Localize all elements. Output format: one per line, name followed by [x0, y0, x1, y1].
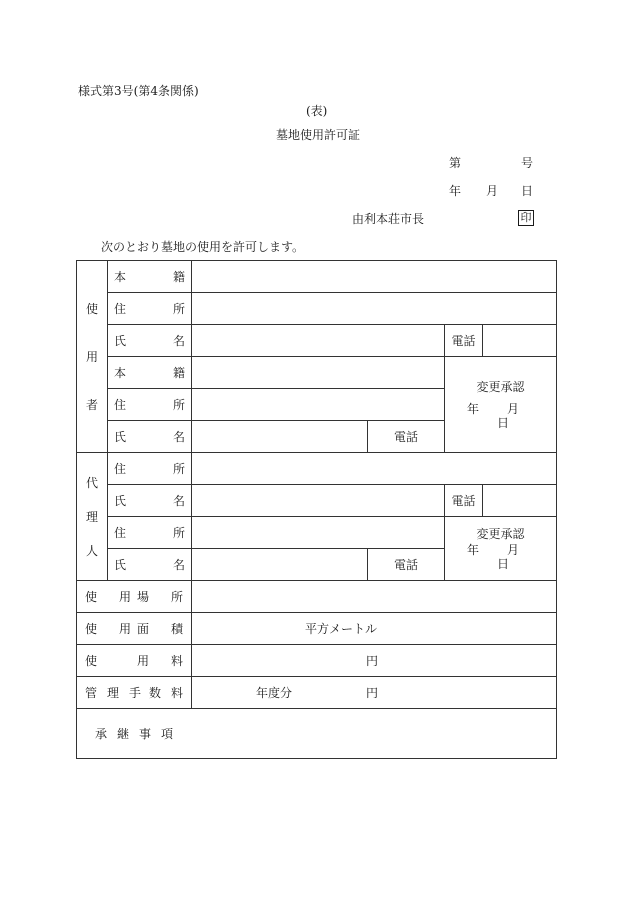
user-domicile-field[interactable]: [192, 261, 557, 293]
agent-address-field[interactable]: [192, 453, 557, 485]
agent-change-approval: 変更承認 年 月日: [445, 517, 557, 581]
number-suffix: 号: [521, 156, 534, 170]
number-prefix: 第: [449, 156, 462, 170]
user-section-label: 使 用 者: [77, 261, 108, 453]
intro-text: 次のとおり墓地の使用を許可します。: [101, 240, 305, 254]
user-phone-field[interactable]: [483, 325, 557, 357]
user-name-field[interactable]: [192, 325, 445, 357]
seal-mark: 印: [518, 210, 534, 226]
document-title: 墓地使用許可証: [276, 128, 361, 142]
user-new-address-field[interactable]: [192, 389, 445, 421]
side-indicator: (表): [306, 104, 328, 118]
agent-name-label: 氏 名: [108, 485, 192, 517]
user-new-address-label: 住 所: [108, 389, 192, 421]
plot-area-label: 使 用 積 面: [77, 613, 192, 645]
agent-new-name-field[interactable]: [192, 549, 368, 581]
management-fee-unit: 円: [366, 685, 379, 700]
management-fee-field[interactable]: [192, 677, 557, 709]
agent-name-field[interactable]: [192, 485, 445, 517]
user-new-phone-label: 電話: [368, 421, 445, 453]
agent-new-address-field[interactable]: [192, 517, 445, 549]
area-unit: 平方メートル: [305, 621, 378, 636]
user-domicile-label: 本 籍: [108, 261, 192, 293]
issuer-name: 由利本荘市長: [352, 212, 425, 226]
user-address-label: 住 所: [108, 293, 192, 325]
issue-date-month: 月: [486, 184, 499, 198]
user-address-field[interactable]: [192, 293, 557, 325]
user-new-name-label: 氏 名: [108, 421, 192, 453]
agent-new-address-label: 住 所: [108, 517, 192, 549]
user-new-domicile-field[interactable]: [192, 357, 445, 389]
user-new-domicile-label: 本 籍: [108, 357, 192, 389]
form-number: 様式第3号(第4条関係): [78, 84, 199, 98]
issue-date-year: 年: [449, 184, 462, 198]
agent-section-label: 代 理 人: [77, 453, 108, 581]
agent-address-label: 住 所: [108, 453, 192, 485]
user-phone-label: 電話: [445, 325, 483, 357]
agent-new-name-label: 氏 名: [108, 549, 192, 581]
user-new-name-field[interactable]: [192, 421, 368, 453]
fiscal-year-label: 年度分: [256, 685, 293, 700]
plot-location-field[interactable]: [192, 581, 557, 613]
user-name-label: 氏 名: [108, 325, 192, 357]
usage-fee-field[interactable]: [192, 645, 557, 677]
issue-date-day: 日: [521, 184, 534, 198]
succession-notes[interactable]: 承 継 事 項: [77, 709, 557, 759]
plot-location-label: 使 用 所 場: [77, 581, 192, 613]
user-change-approval: 変更承認 年 月日: [445, 357, 557, 453]
agent-phone-label: 電話: [445, 485, 483, 517]
permit-table: [76, 260, 557, 759]
plot-area-field[interactable]: [192, 613, 557, 645]
fee-unit: 円: [366, 653, 379, 668]
management-fee-label: 管 理 手 料 数: [77, 677, 192, 709]
agent-phone-field[interactable]: [483, 485, 557, 517]
agent-new-phone-label: 電話: [368, 549, 445, 581]
usage-fee-label: 使 用 料: [77, 645, 192, 677]
